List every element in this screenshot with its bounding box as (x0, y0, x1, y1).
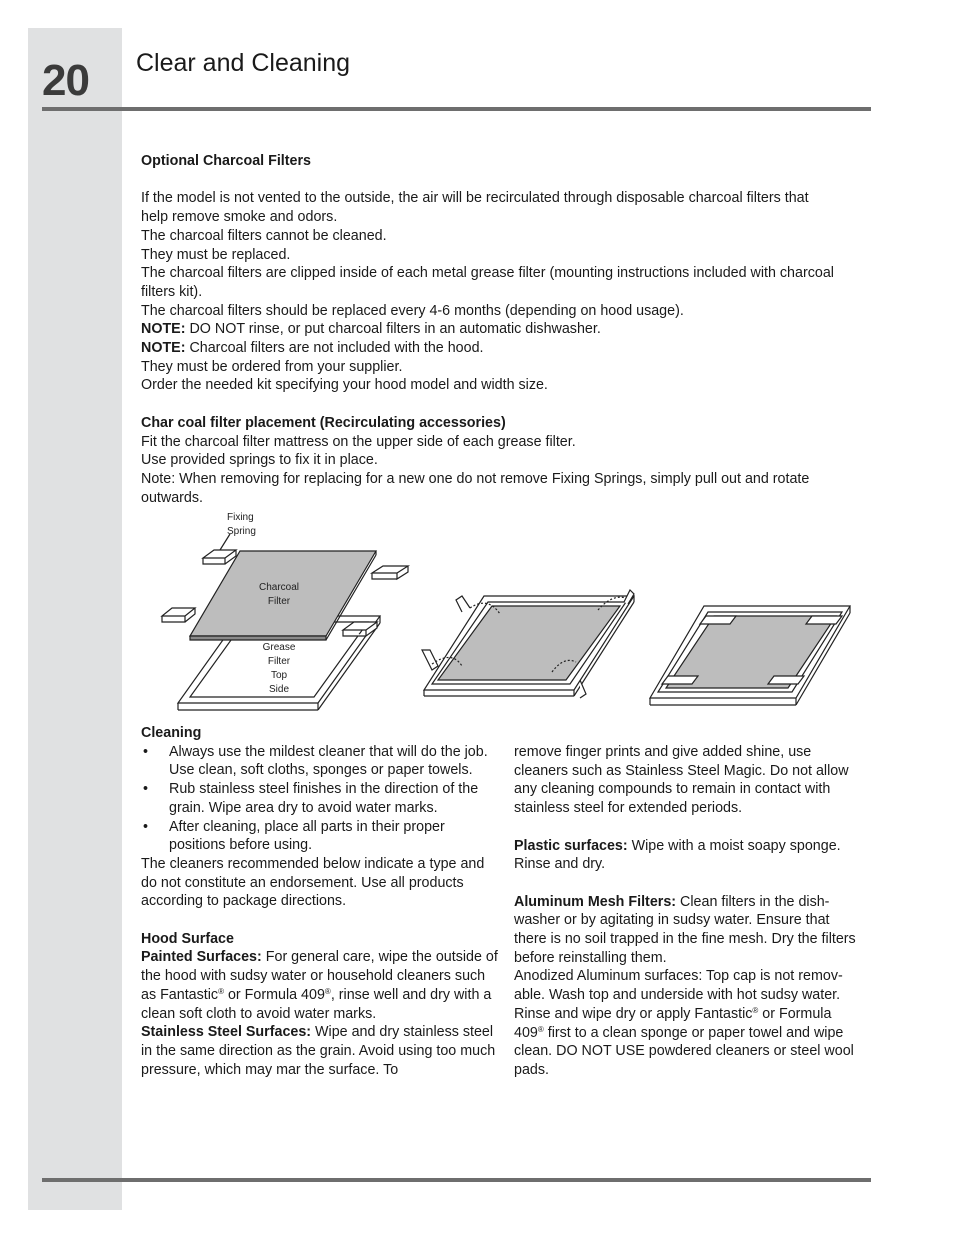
charcoal-filter-mat (438, 606, 620, 680)
note-2 (141, 339, 861, 358)
fixing-spring-icon (422, 650, 438, 670)
stainless-continued: remove finger prints and give added shine, use cleaners such as Stainless Steel Magic. Do not allow any cleaning compounds to remain in contact with stainless steel for extended periods. (514, 744, 849, 817)
fixing-spring-icon (456, 596, 470, 612)
aluminum-paragraph (514, 893, 864, 968)
fixing-spring-icon (372, 566, 408, 579)
grease-label: Grease (262, 642, 296, 653)
placement-line: outwards. (141, 489, 203, 506)
painted-text: or Formula 409 (223, 986, 325, 1003)
grease-label: Side (268, 684, 290, 695)
charcoal-line: If the model is not vented to the outside, the air will be recirculated through disposable charcoal filters that (141, 190, 809, 207)
stainless-label: Stainless Steel Surfaces: (141, 1024, 312, 1041)
note-label: NOTE: (141, 321, 186, 338)
header-divider (42, 107, 871, 111)
hood-heading: Hood Surface (141, 930, 234, 947)
reg-mark: ® (752, 1005, 759, 1015)
page-number: 20 (42, 56, 89, 105)
plastic-label: Plastic surfaces: (514, 837, 628, 854)
cleaning-column-left (141, 724, 503, 1079)
reg-mark: ® (324, 986, 331, 996)
painted-text: For general care, wipe the outside of the hood with sudsy water or household cleaners such as Fantastic (141, 949, 498, 1003)
grease-label: Top (270, 670, 288, 681)
cleaning-column-right (514, 743, 864, 1080)
stainless-paragraph (141, 1023, 503, 1079)
painted-text: , rinse well and dry with a clean soft cloth to avoid water marks. (141, 986, 492, 1022)
anodized-paragraph (514, 967, 864, 1079)
aluminum-text: Clean filters in the dish-washer or by agitating in sudsy water. Ensure that there is no soil trapped in the fine mesh. Dry the filters before reinstalling them. (514, 893, 856, 966)
note-text: Charcoal filters are not included with the hood. (185, 340, 484, 357)
fixing-spring-icon (768, 676, 804, 684)
anodized-text: Anodized Aluminum surfaces: Top cap is not remov-able. Wash top and underside with hot sudsy water. Rinse and wipe dry or apply Fantastic (514, 968, 843, 1022)
note-1 (141, 320, 861, 339)
plastic-text: Wipe with a moist soapy sponge. Rinse and dry. (514, 837, 841, 873)
placement-line: Use provided springs to fix it in place. (141, 452, 378, 469)
list-item: • After cleaning, place all parts in their proper positions before using. (141, 818, 503, 855)
charcoal-section (141, 152, 861, 507)
fixing-spring-icon (662, 676, 698, 684)
painted-label: Painted Surfaces: (141, 949, 262, 966)
fixing-spring-icon (700, 616, 736, 624)
note-label: NOTE: (141, 340, 186, 357)
placement-line: Fit the charcoal filter mattress on the upper side of each grease filter. (141, 433, 576, 450)
footer-divider (42, 1178, 871, 1182)
charcoal-line: The charcoal filters should be replaced every 4-6 months (depending on hood usage). (141, 302, 684, 319)
charcoal-line: They must be ordered from your supplier. (141, 358, 403, 375)
aluminum-label: Aluminum Mesh Filters: (514, 893, 677, 910)
filter-placement-diagram (0, 505, 954, 720)
charcoal-line: Order the needed kit specifying your hood model and width size. (141, 377, 548, 394)
charcoal-line: The charcoal filters cannot be cleaned. (141, 227, 387, 244)
charcoal-label: Filter (267, 596, 291, 607)
grease-label: Filter (267, 656, 291, 667)
anodized-text: or Formula 409 (514, 1005, 832, 1041)
charcoal-line: filters kit). (141, 283, 203, 300)
charcoal-line: help remove smoke and odors. (141, 209, 338, 226)
cleaning-heading: Cleaning (141, 725, 202, 741)
fixing-spring-icon (203, 550, 236, 564)
charcoal-line: They must be replaced. (141, 246, 291, 263)
placement-heading: Char coal filter placement (Recirculating accessories) (141, 414, 506, 431)
fixing-spring-icon (806, 616, 842, 624)
fixing-label: Fixing (227, 512, 254, 523)
page-title: Clear and Cleaning (136, 49, 351, 77)
charcoal-label: Charcoal (258, 582, 300, 593)
fixing-spring-icon (162, 608, 195, 622)
list-item: • Always use the mildest cleaner that will do the job. Use clean, soft cloths, sponges or paper towels. (141, 743, 503, 780)
charcoal-heading: Optional Charcoal Filters (141, 153, 312, 169)
anodized-text: first to a clean sponge or paper towel and wipe clean. DO NOT USE powdered cleaners or steel wool pads. (514, 1024, 854, 1078)
reg-mark: ® (537, 1024, 544, 1034)
cleaning-list (141, 743, 503, 855)
plastic-paragraph (514, 837, 864, 874)
placement-line: Note: When removing for replacing for a new one do not remove Fixing Springs, simply pull out and rotate (141, 470, 810, 487)
note-text: DO NOT rinse, or put charcoal filters in an automatic dishwasher. (185, 321, 601, 338)
reg-mark: ® (218, 986, 224, 996)
painted-paragraph (141, 948, 503, 1023)
stainless-text: Wipe and dry stainless steel in the same direction as the grain. Avoid using too much pressure, which may mar the surface. To (141, 1024, 496, 1078)
charcoal-line: The charcoal filters are clipped inside of each metal grease filter (mounting instructions included with charcoal (141, 265, 834, 282)
disclaimer: The cleaners recommended below indicate a type and do not constitute an endorsement. Use all products according to package directions. (141, 855, 485, 910)
fixing-label: Spring (227, 526, 256, 537)
list-item: • Rub stainless steel finishes in the direction of the grain. Wipe area dry to avoid water marks. (141, 780, 503, 817)
